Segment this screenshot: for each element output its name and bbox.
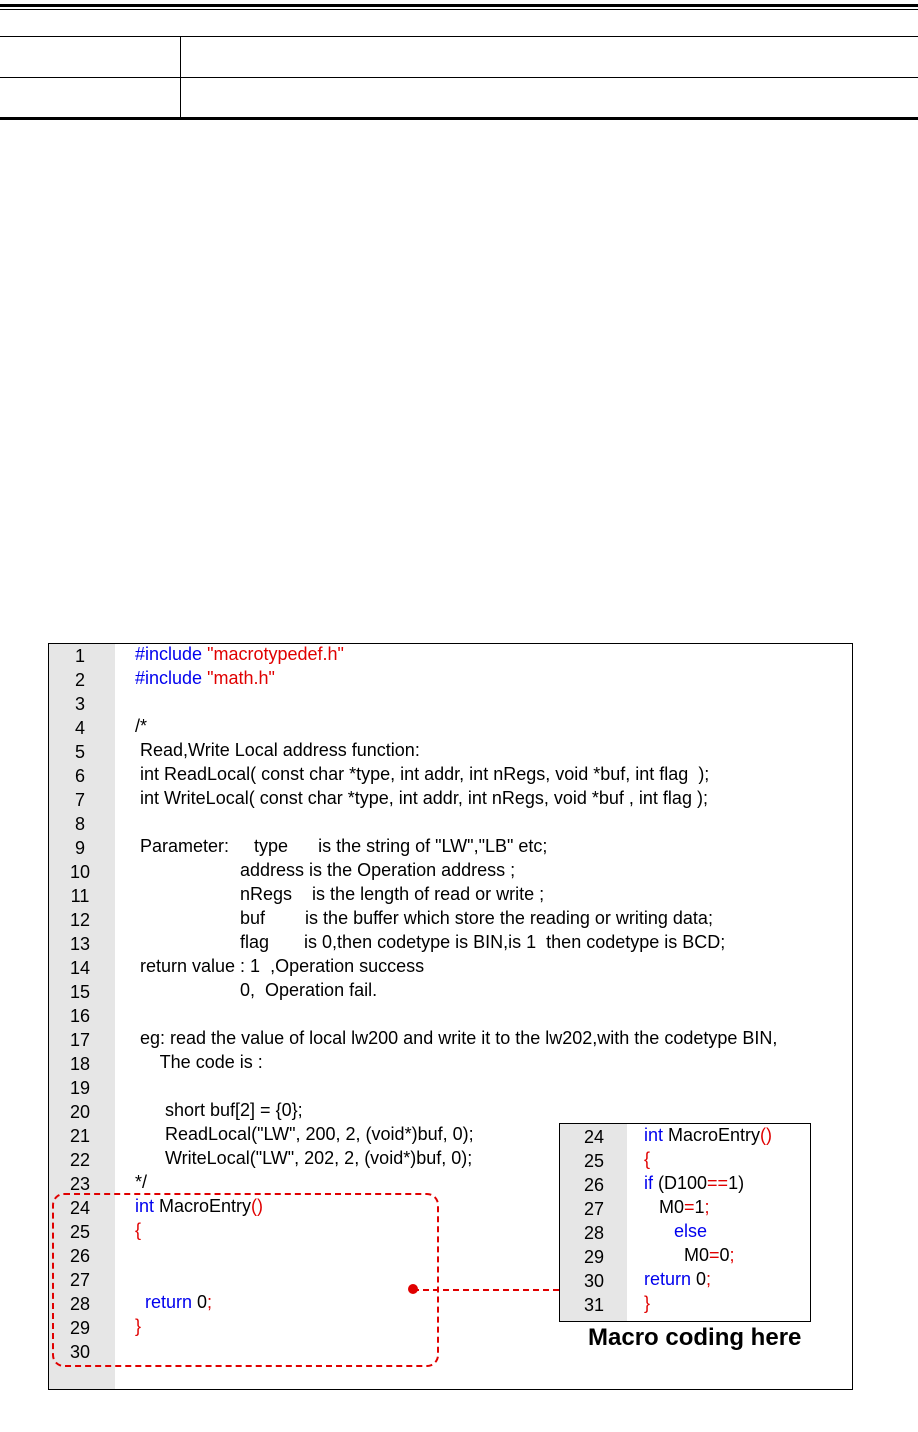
code-token: 0, Operation fail. (135, 980, 378, 1000)
code-token: Parameter: type is the string of "LW","LB" etc; (135, 836, 548, 856)
line-number: 15 (69, 982, 91, 1002)
code-token: nRegs is the length of read or write ; (135, 884, 545, 904)
line-number: 11 (70, 886, 90, 906)
code-token: int (644, 1125, 664, 1145)
code-token: ; (729, 1245, 735, 1265)
code-token: "math.h" (207, 668, 275, 688)
line-number: 31 (583, 1295, 605, 1315)
code-token: () (760, 1125, 773, 1145)
line-number: 22 (69, 1150, 91, 1170)
line-number: 24 (69, 1198, 91, 1218)
code-line (49, 788, 852, 812)
code-token: if (644, 1173, 653, 1193)
code-line (560, 1125, 810, 1149)
code-text (135, 1172, 147, 1193)
line-number: 10 (69, 862, 91, 882)
code-token: #include (135, 644, 208, 664)
code-token: int (135, 1196, 155, 1216)
code-line (49, 644, 852, 668)
code-token: return value : 1 ,Operation success (135, 956, 425, 976)
line-number: 3 (74, 694, 85, 714)
code-text (135, 980, 377, 1001)
code-line (49, 980, 852, 1004)
code-text (644, 1173, 744, 1194)
header-column-divider (180, 37, 181, 77)
code-token: MacroEntry (154, 1196, 252, 1216)
code-line (560, 1269, 810, 1293)
code-line (49, 860, 852, 884)
code-text (135, 1148, 472, 1169)
code-text (135, 788, 708, 809)
line-number: 21 (69, 1126, 91, 1146)
code-line (49, 1028, 852, 1052)
macro-example-inset (559, 1123, 811, 1322)
code-text (135, 644, 344, 665)
line-number: 28 (69, 1294, 91, 1314)
code-token: { (644, 1149, 651, 1169)
line-number: 5 (74, 742, 85, 762)
code-line (560, 1293, 810, 1317)
code-line (560, 1245, 810, 1269)
code-line (49, 1052, 852, 1076)
code-token: flag is 0,then codetype is BIN,is 1 then codetype is BCD; (135, 932, 726, 952)
code-token: M0 (644, 1245, 710, 1265)
header-table-row-1 (0, 36, 918, 78)
line-number: 16 (69, 1006, 91, 1026)
code-text (644, 1269, 711, 1290)
code-text (135, 1100, 303, 1121)
line-number: 23 (69, 1174, 91, 1194)
line-number: 6 (74, 766, 85, 786)
line-number: 25 (69, 1222, 91, 1242)
header-rule-thin (0, 9, 918, 10)
line-number: 26 (69, 1246, 91, 1266)
code-token: M0 (644, 1197, 685, 1217)
line-number: 24 (583, 1127, 605, 1147)
header-table-row-2 (0, 77, 918, 120)
line-number: 28 (583, 1223, 605, 1243)
line-number: 29 (583, 1247, 605, 1267)
connector-dot (408, 1284, 418, 1294)
code-line (49, 692, 852, 716)
line-number: 1 (74, 646, 85, 666)
code-token: 1 (694, 1197, 705, 1217)
code-token: 0 (192, 1292, 208, 1312)
code-text (135, 668, 275, 689)
line-number: 30 (583, 1271, 605, 1291)
code-line (49, 716, 852, 740)
line-number: 8 (74, 814, 85, 834)
code-text (644, 1197, 710, 1218)
code-line (49, 764, 852, 788)
code-token: short buf[2] = {0}; (135, 1100, 303, 1120)
code-token: /* (135, 716, 148, 736)
code-line (49, 740, 852, 764)
code-token: else (644, 1221, 708, 1241)
code-token: 0 (719, 1245, 730, 1265)
code-text (135, 1028, 777, 1049)
code-text (135, 908, 713, 929)
code-token: int WriteLocal( const char *type, int addr, int nRegs, void *buf , int flag ); (135, 788, 708, 808)
code-text (644, 1245, 735, 1266)
line-number: 19 (69, 1078, 91, 1098)
code-token: { (135, 1220, 142, 1240)
line-number: 30 (69, 1342, 91, 1362)
line-number: 4 (74, 718, 85, 738)
line-number: 26 (583, 1175, 605, 1195)
code-text (135, 1124, 474, 1145)
code-line (560, 1173, 810, 1197)
code-line (49, 908, 852, 932)
code-text (135, 836, 547, 857)
line-number: 20 (69, 1102, 91, 1122)
code-text (644, 1125, 772, 1146)
code-text (135, 956, 424, 977)
header-rule-thick (0, 4, 918, 7)
code-text (644, 1221, 707, 1242)
code-token: (D100 (653, 1173, 708, 1193)
code-token: ReadLocal("LW", 200, 2, (void*)buf, 0); (135, 1124, 474, 1144)
code-text (135, 740, 420, 761)
line-number: 2 (74, 670, 85, 690)
line-number: 25 (583, 1151, 605, 1171)
code-token: ; (704, 1197, 710, 1217)
code-line (49, 956, 852, 980)
code-token: 1) (728, 1173, 745, 1193)
code-token: buf is the buffer which store the reading or writing data; (135, 908, 713, 928)
line-number: 27 (69, 1270, 91, 1290)
line-number: 14 (69, 958, 91, 978)
code-line (560, 1149, 810, 1173)
line-number: 27 (583, 1199, 605, 1219)
code-text (644, 1149, 650, 1170)
code-token: */ (135, 1172, 148, 1192)
line-number: 12 (69, 910, 91, 930)
code-token: = (684, 1197, 695, 1217)
code-text (135, 884, 544, 905)
code-token: int ReadLocal( const char *type, int addr, int nRegs, void *buf, int flag ); (135, 764, 710, 784)
code-token: = (709, 1245, 720, 1265)
code-token: Read,Write Local address function: (135, 740, 420, 760)
code-text (135, 932, 725, 953)
line-number: 9 (74, 838, 85, 858)
line-number: 18 (69, 1054, 91, 1074)
code-text (135, 716, 147, 737)
line-number: 7 (74, 790, 85, 810)
code-text (135, 764, 709, 785)
code-line (49, 836, 852, 860)
code-token: WriteLocal("LW", 202, 2, (void*)buf, 0); (135, 1148, 473, 1168)
code-token: ; (207, 1292, 213, 1312)
header-column-divider (180, 77, 181, 117)
code-token: () (251, 1196, 264, 1216)
code-line (49, 1004, 852, 1028)
line-number: 17 (69, 1030, 91, 1050)
inset-caption: Macro coding here (588, 1324, 802, 1351)
code-token: return (644, 1269, 692, 1289)
code-token: address is the Operation address ; (135, 860, 516, 880)
code-token: == (707, 1173, 729, 1193)
code-line (49, 668, 852, 692)
code-line (49, 812, 852, 836)
macro-entry-highlight (52, 1193, 439, 1367)
code-token: "macrotypedef.h" (207, 644, 344, 664)
code-token: 0 (691, 1269, 707, 1289)
code-token: } (644, 1293, 651, 1313)
code-token: The code is : (135, 1052, 263, 1072)
code-text (644, 1293, 650, 1314)
code-text (135, 860, 515, 881)
code-line (49, 932, 852, 956)
code-line (560, 1197, 810, 1221)
code-line (49, 1076, 852, 1100)
code-line (49, 1100, 852, 1124)
line-number: 13 (69, 934, 91, 954)
code-line (49, 884, 852, 908)
highlight-connector-line (413, 1289, 559, 1291)
code-token: } (135, 1316, 142, 1336)
code-token: #include (135, 668, 208, 688)
code-token: return (135, 1292, 193, 1312)
code-token: eg: read the value of local lw200 and write it to the lw202,with the codetype BIN, (135, 1028, 778, 1048)
code-token: MacroEntry (663, 1125, 761, 1145)
line-number: 29 (69, 1318, 91, 1338)
code-token: ; (706, 1269, 712, 1289)
code-text (135, 1052, 263, 1073)
code-line (560, 1221, 810, 1245)
